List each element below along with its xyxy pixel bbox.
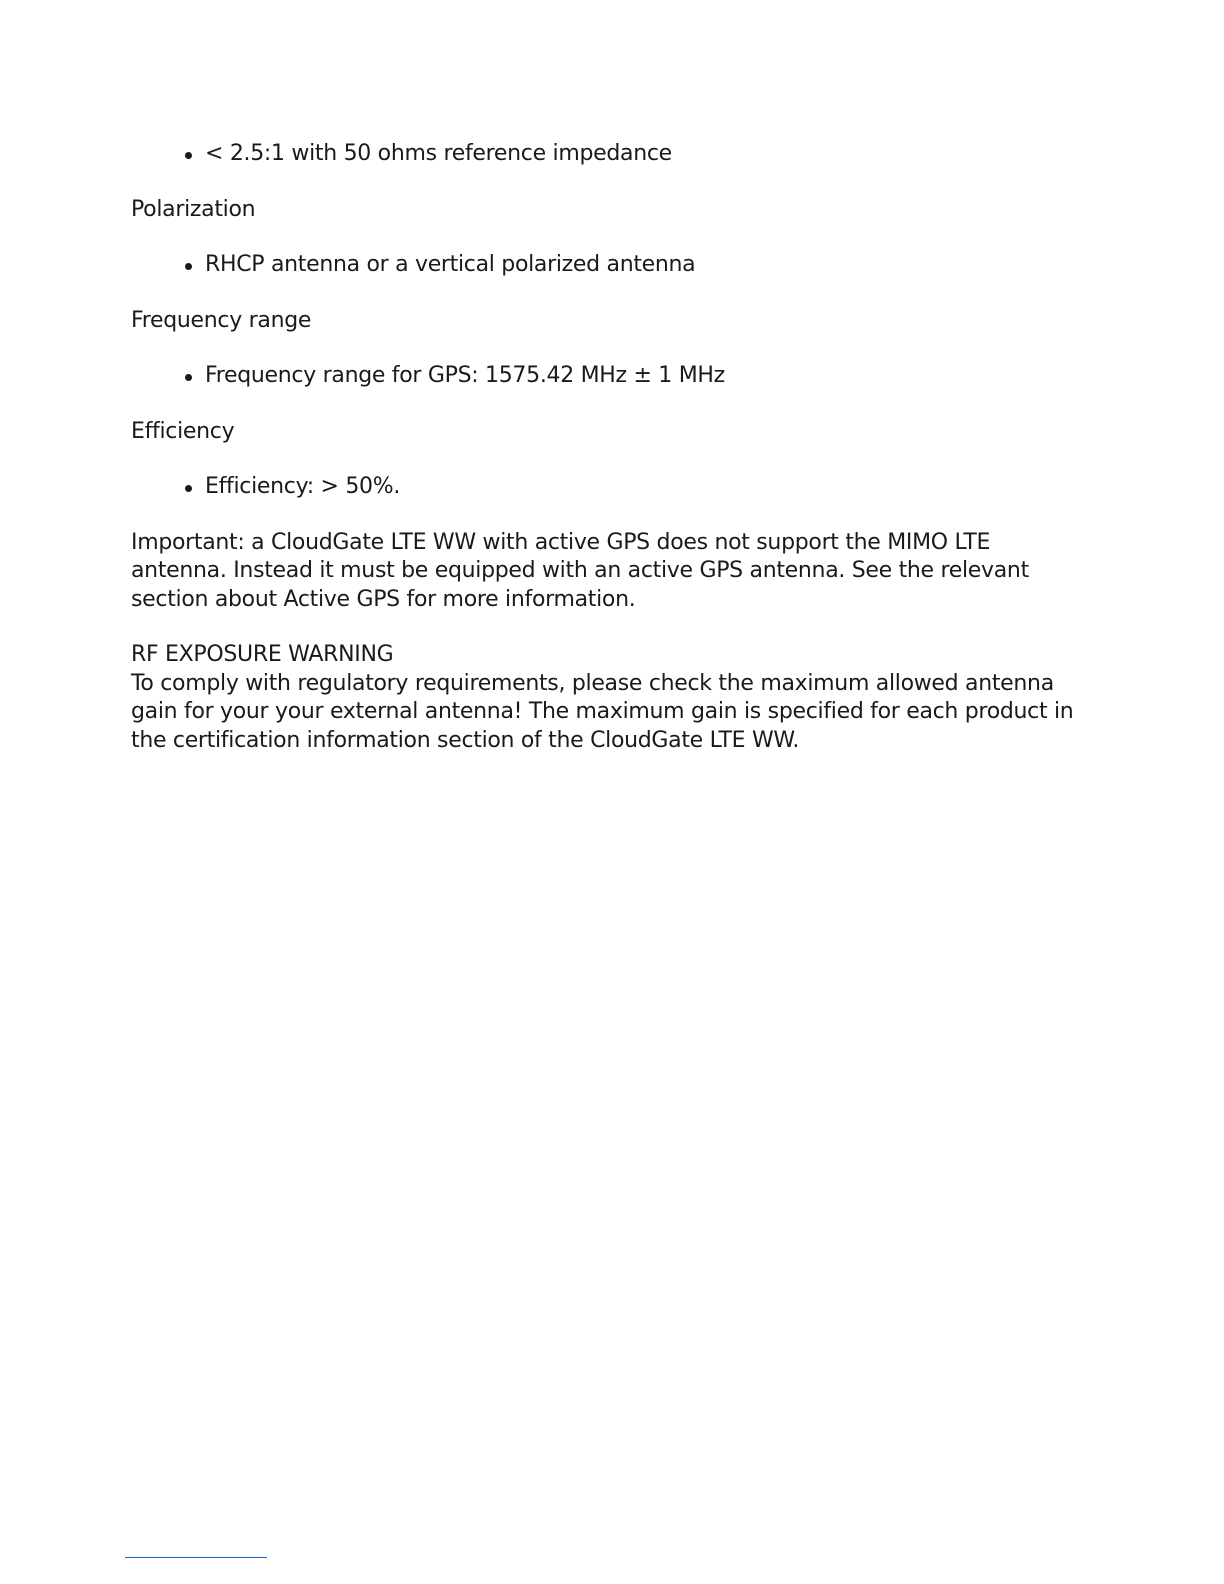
bullet-text: < 2.5:1 with 50 ohms reference impedance — [205, 141, 672, 166]
warning-title: RF EXPOSURE WARNING — [131, 642, 394, 667]
important-note: Important: a CloudGate LTE WW with active GPS does not support the MIMO LTE antenna. Instead it must be equipped with an active GPS antenna. See the relevant section about Active GPS for more information. — [131, 529, 1029, 612]
bullet-icon — [185, 374, 192, 381]
bullet-list-polarization — [131, 251, 1091, 280]
warning-body: To comply with regulatory requirements, please check the maximum allowed antenna gain for your your external antenna! The maximum gain is specified for each product in the certification information section of the CloudGate LTE WW. — [131, 670, 1074, 753]
list-item — [185, 473, 1091, 502]
bullet-list-efficiency — [131, 473, 1091, 502]
list-item — [185, 140, 1091, 169]
bullet-icon — [185, 263, 192, 270]
section-heading-frequency-range: Frequency range — [131, 307, 312, 333]
bullet-list-vswr — [131, 140, 1091, 169]
bullet-text: Efficiency: > 50%. — [205, 474, 401, 499]
bullet-icon — [185, 152, 192, 159]
section-heading-polarization: Polarization — [131, 196, 256, 222]
bullet-text: RHCP antenna or a vertical polarized antenna — [205, 252, 696, 277]
bullet-text: Frequency range for GPS: 1575.42 MHz ± 1 MHz — [205, 363, 725, 388]
footnote-separator — [125, 1557, 267, 1558]
list-item — [185, 362, 1091, 391]
bullet-icon — [185, 485, 192, 492]
section-heading-efficiency: Efficiency — [131, 418, 235, 444]
document-content — [131, 140, 1091, 755]
bullet-list-frequency — [131, 362, 1091, 391]
list-item — [185, 251, 1091, 280]
